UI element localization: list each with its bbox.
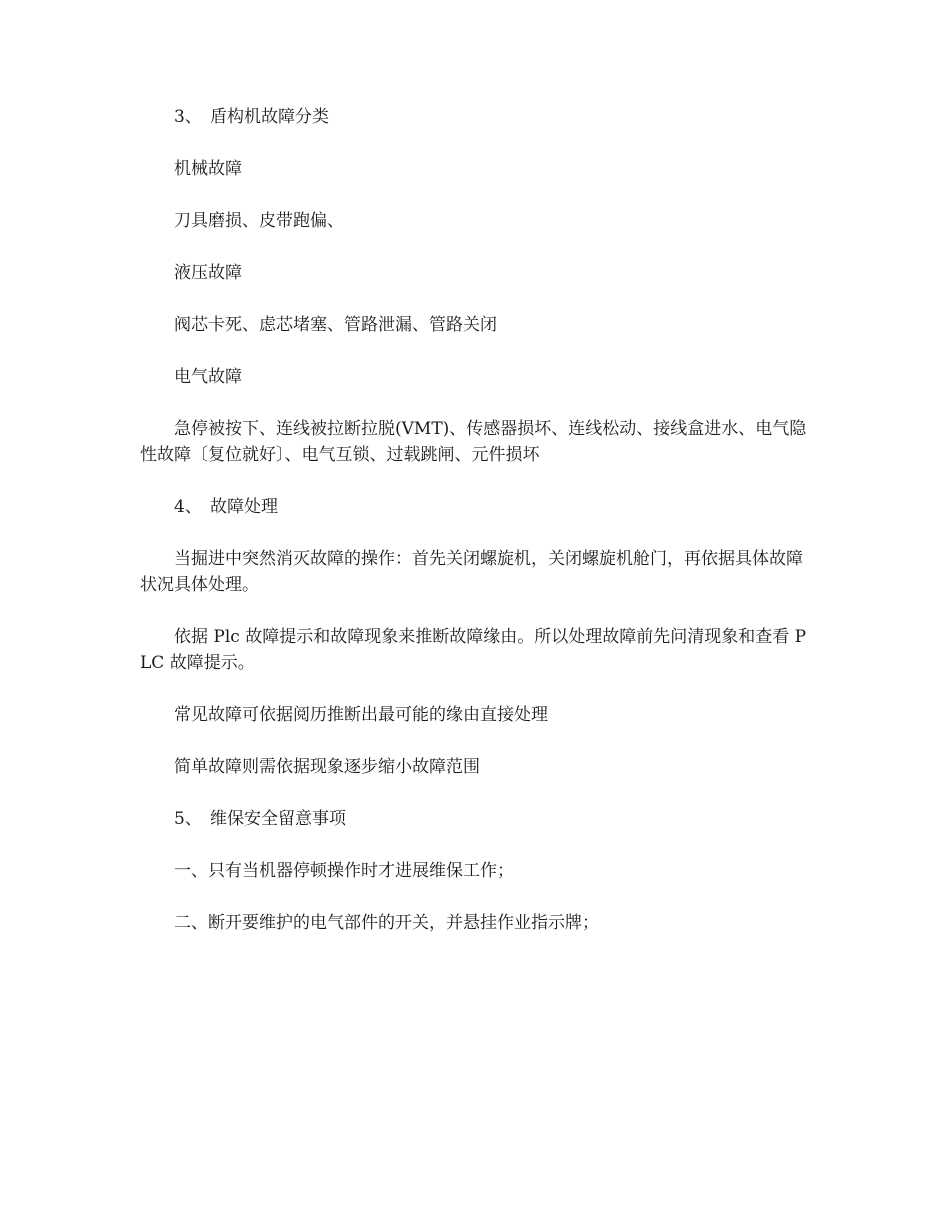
section-3-heading xyxy=(140,104,810,130)
document-body xyxy=(140,104,810,962)
section-4-heading xyxy=(140,494,810,520)
section-4-title: 故障处理 xyxy=(210,497,278,517)
electrical-fault-title: 电气故障 xyxy=(174,367,242,387)
section-5-heading xyxy=(140,806,810,832)
safety-item-1: 一、只有当机器停顿操作时才进展维保工作； xyxy=(174,861,514,881)
section-5-number: 5、 xyxy=(174,809,202,829)
handling-paragraph-3: 常见故障可依据阅历推断出最可能的缘由直接处理 xyxy=(174,705,548,725)
mechanical-fault-title: 机械故障 xyxy=(174,159,242,179)
handling-paragraph-2: 依据 Plc 故障提示和故障现象来推断故障缘由。所以处理故障前先问清现象和查看 PLC 故障提示。 xyxy=(140,627,807,673)
mechanical-fault-items: 刀具磨损、皮带跑偏、 xyxy=(174,211,344,231)
handling-paragraph-1: 当掘进中突然消灭故障的操作：首先关闭螺旋机，关闭螺旋机舱门，再依据具体故障状况具体处理。 xyxy=(140,549,803,595)
handling-paragraph-4: 简单故障则需依据现象逐步缩小故障范围 xyxy=(174,757,480,777)
hydraulic-fault-title: 液压故障 xyxy=(174,263,242,283)
hydraulic-fault-items: 阀芯卡死、虑芯堵塞、管路泄漏、管路关闭 xyxy=(174,315,497,335)
section-3-title: 盾构机故障分类 xyxy=(210,107,329,127)
section-5-title: 维保安全留意事项 xyxy=(210,809,346,829)
safety-item-2: 二、断开要维护的电气部件的开关，并悬挂作业指示牌； xyxy=(174,913,599,933)
electrical-fault-items: 急停被按下、连线被拉断拉脱(VMT)、传感器损坏、连线松动、接线盒进水、电气隐性故障〔复位就好〕、电气互锁、过载跳闸、元件损坏 xyxy=(140,419,807,465)
section-3-number: 3、 xyxy=(174,107,202,127)
section-4-number: 4、 xyxy=(174,497,202,517)
